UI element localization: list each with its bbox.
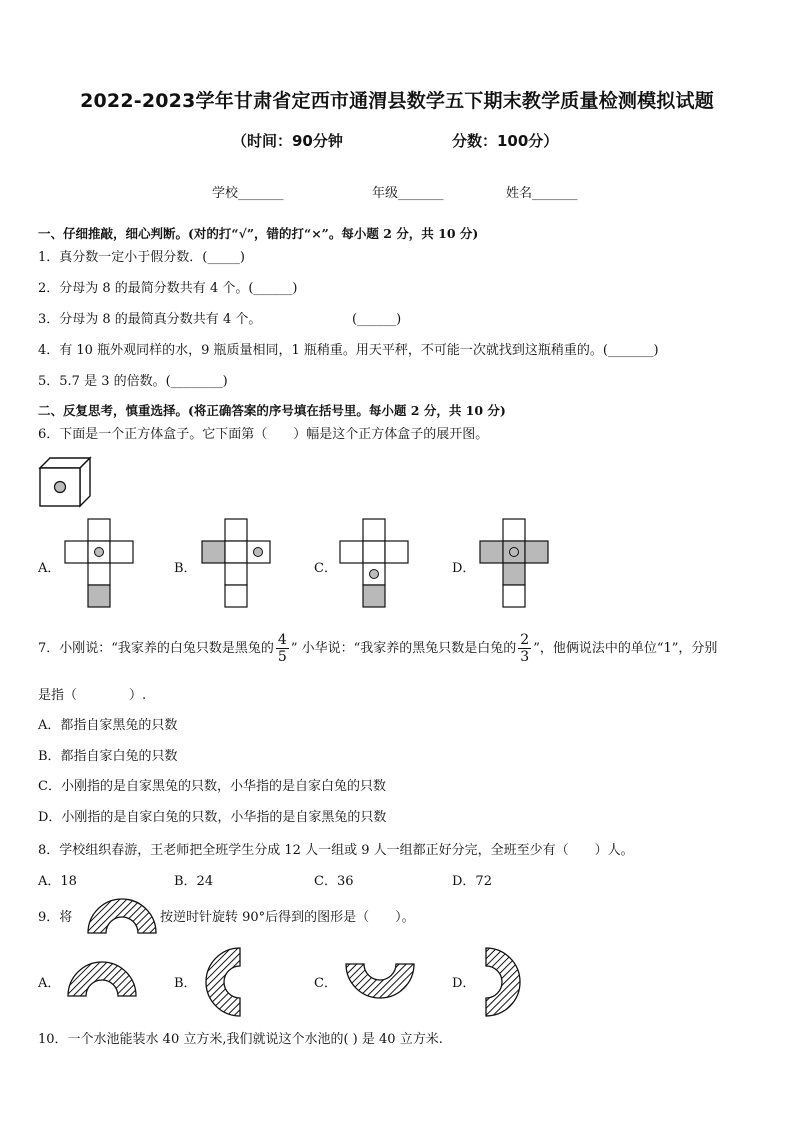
q8-option-a[interactable]: A．18 (38, 874, 77, 889)
q6-option-c-label[interactable]: C． (314, 561, 337, 576)
q7-text-2: ” 小华说：“我家养的黑兔只数是白兔的 (290, 640, 517, 656)
q7-text-3: ”，他俩说法中的单位“1”，分别 (533, 640, 718, 656)
q7-frac2-den: 3 (520, 649, 530, 665)
question-3: 3．分母为 8 的最简真分数共有 4 个。 (38, 312, 262, 327)
question-4: 4．有 10 瓶外观同样的水，9 瓶质量相同，1 瓶稍重。用天平秤，不可能一次就找到这瓶稍重的。(_______) (38, 343, 659, 358)
q8-option-c[interactable]: C．36 (314, 874, 354, 889)
question-9-prefix: 9．将 (38, 910, 73, 925)
q6-option-a-label[interactable]: A． (38, 561, 61, 576)
exam-time: （时间：90分钟 (232, 132, 343, 150)
question-1: 1．真分数一定小于假分数．(_____) (38, 250, 245, 265)
q8-option-d[interactable]: D．72 (452, 874, 492, 889)
q9-option-b-label[interactable]: B． (174, 976, 197, 991)
q9-shape-b[interactable] (204, 946, 242, 1018)
net-d[interactable] (480, 519, 550, 609)
q9-option-c-label[interactable]: C． (314, 976, 337, 991)
q6-option-b-label[interactable]: B． (174, 561, 197, 576)
q8-option-b[interactable]: B．24 (174, 874, 214, 889)
grade-field: 年级_______ (372, 186, 444, 201)
question-9-suffix: 按逆时针旋转 90°后得到的图形是（ ）。 (160, 910, 415, 925)
q7-frac2-num: 2 (520, 632, 530, 648)
q7-option-d[interactable]: D．小刚指的是自家白兔的只数，小华指的是自家黑兔的只数 (38, 810, 387, 825)
q9-shape-d[interactable] (484, 946, 522, 1018)
q7-frac1-num: 4 (277, 632, 287, 648)
net-b[interactable] (202, 519, 272, 609)
section1-heading: 一、仔细推敲，细心判断。(对的打“√”，错的打“×”。每小题 2 分，共 10 分) (38, 226, 479, 241)
question-7-line2: 是指（ ）. (38, 688, 147, 703)
cube-figure (38, 456, 98, 508)
exam-score: 分数：100分） (452, 132, 559, 150)
question-8: 8．学校组织春游，王老师把全班学生分成 12 人一组或 9 人一组都正好分完，全班至少有（ ）人。 (38, 843, 634, 858)
question-10: 10．一个水池能装水 40 立方米,我们就说这个水池的( ) 是 40 立方米. (38, 1032, 443, 1047)
q9-shape-c[interactable] (344, 962, 416, 1000)
q7-text-1: 7．小刚说：“我家养的白兔只数是黑兔的 (38, 640, 274, 656)
q7-fraction-1 (276, 632, 289, 665)
q9-shape-a[interactable] (66, 960, 138, 998)
question-7 (38, 632, 717, 665)
net-a[interactable] (65, 519, 135, 609)
q6-option-d-label[interactable]: D． (452, 561, 476, 576)
net-c[interactable] (340, 519, 410, 609)
q9-option-a-label[interactable]: A． (38, 976, 61, 991)
q9-option-d-label[interactable]: D． (452, 976, 476, 991)
q7-fraction-2 (518, 632, 531, 665)
question-5: 5．5.7 是 3 的倍数。(________) (38, 374, 228, 389)
question-2: 2．分母为 8 的最简分数共有 4 个。(______) (38, 281, 298, 296)
name-field: 姓名_______ (506, 186, 578, 201)
question-6: 6．下面是一个正方体盒子。它下面第（ ）幅是这个正方体盒子的展开图。 (38, 427, 489, 442)
q7-frac1-den: 5 (277, 649, 287, 665)
q9-arch-figure (86, 897, 158, 935)
school-field: 学校_______ (212, 186, 284, 201)
q7-option-c[interactable]: C．小刚指的是自家黑兔的只数，小华指的是自家白兔的只数 (38, 779, 386, 794)
q7-option-a[interactable]: A．都指自家黑兔的只数 (38, 718, 178, 733)
question-3-blank: (______) (352, 312, 402, 327)
page-title: 2022-2023学年甘肃省定西市通渭县数学五下期末教学质量检测模拟试题 (80, 90, 714, 112)
q7-option-b[interactable]: B．都指自家白兔的只数 (38, 749, 178, 764)
section2-heading: 二、反复思考，慎重选择。(将正确答案的序号填在括号里。每小题 2 分，共 10 分) (38, 403, 506, 418)
